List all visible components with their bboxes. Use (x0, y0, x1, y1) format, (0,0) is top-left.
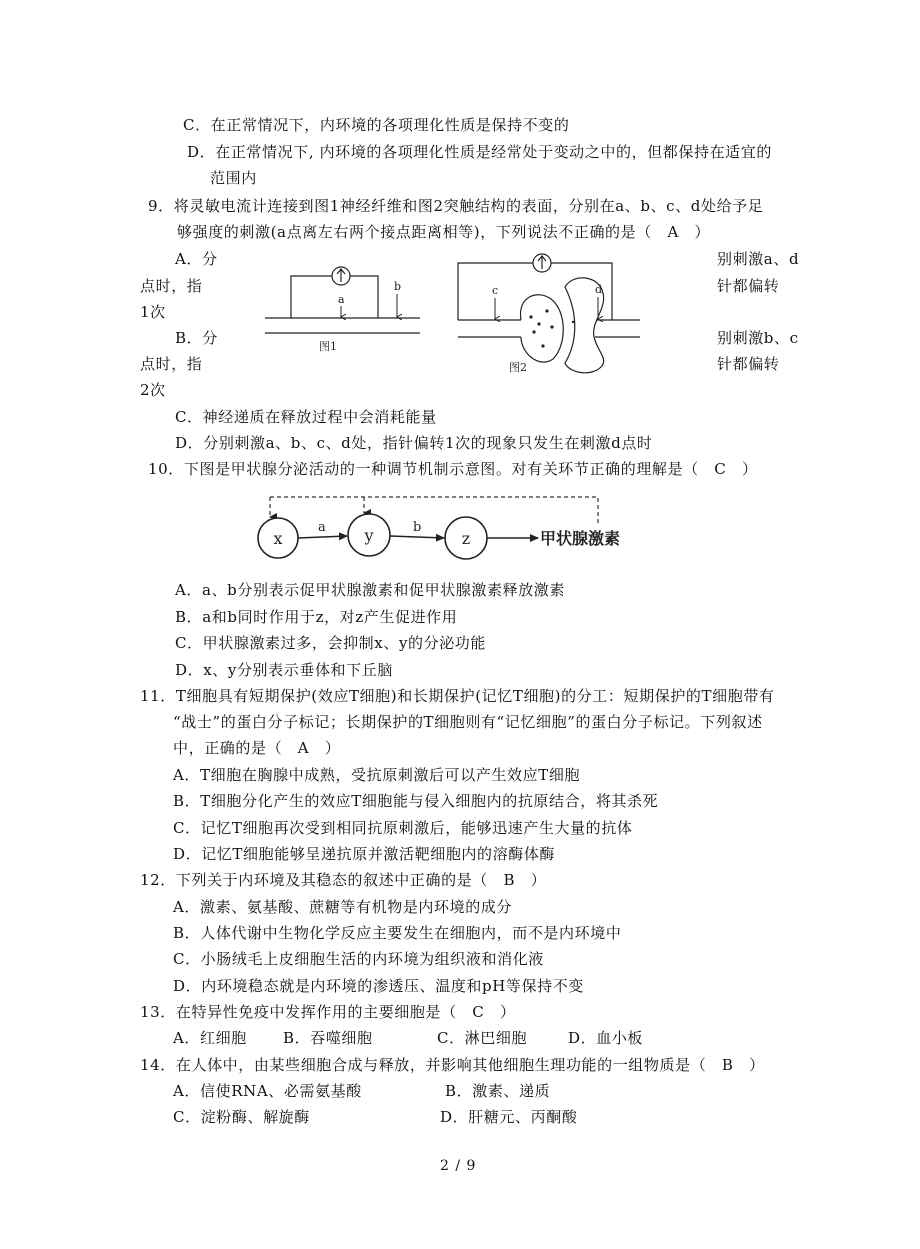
q11-option-a: A．T细胞在胸腺中成熟，受抗原刺激后可以产生效应T细胞 (173, 766, 581, 784)
point-b-label: b (394, 280, 402, 293)
arrow-a-label: a (318, 520, 326, 535)
q13-option-b: B．吞噬细胞 (283, 1029, 373, 1047)
q10-regulation-diagram (250, 488, 640, 568)
q11-option-c: C．记忆T细胞再次受到相同抗原刺激后，能够迅速产生大量的抗体 (173, 819, 633, 837)
q14-option-b: B．激素、递质 (445, 1082, 551, 1100)
q11-option-b: B．T细胞分化产生的效应T细胞能与侵入细胞内的抗原结合，将其杀死 (173, 792, 659, 810)
q9-option-b-part: 别刺激b、c (717, 329, 799, 347)
point-d-label: d (595, 283, 603, 296)
q14-option-c: C．淀粉酶、解旋酶 (173, 1108, 310, 1126)
q10-option-a: A．a、b分别表示促甲状腺激素和促甲状腺激素释放激素 (175, 581, 565, 599)
point-a-label: a (338, 293, 345, 306)
q9-option-a-part: 针都偏转 (717, 277, 780, 295)
q14-option-d: D．肝糖元、丙酮酸 (440, 1108, 578, 1126)
wire-right (350, 276, 378, 318)
arrow-b-label: b (413, 520, 422, 535)
q10-option-c: C．甲状腺激素过多，会抑制x、y的分泌功能 (175, 634, 487, 652)
q10-option-d: D．x、y分别表示垂体和下丘脑 (175, 661, 393, 679)
point-c-label: c (492, 284, 499, 297)
q12-stem: 12．下列关于内环境及其稳态的叙述中正确的是（ B ） (140, 871, 547, 889)
figure-1-label: 图1 (319, 340, 337, 353)
q8-option-c: C．在正常情况下，内环境的各项理化性质是保持不变的 (183, 116, 570, 134)
q12-option-c: C．小肠绒毛上皮细胞生活的内环境为组织液和消化液 (173, 950, 544, 968)
figure-2-synapse (458, 254, 640, 374)
figure-2-label: 图2 (509, 361, 527, 374)
q9-option-d: D．分别刺激a、b、c、d处，指针偏转1次的现象只发生在刺激d点时 (175, 434, 653, 452)
q12-option-a: A．激素、氨基酸、蔗糖等有机物是内环境的成分 (173, 898, 513, 916)
q13-option-c: C．淋巴细胞 (437, 1029, 528, 1047)
q11-stem: 11．T细胞具有短期保护(效应T细胞)和长期保护(记忆T细胞)的分工：短期保护的T细胞带有 (140, 687, 775, 705)
q9-option-a-part: 1次 (140, 303, 166, 321)
q11-stem-cont: “战士”的蛋白分子标记；长期保护的T细胞则有“记忆细胞”的蛋白分子标记。下列叙述 (173, 713, 763, 731)
q8-option-d: D．在正常情况下, 内环境的各项理化性质是经常处于变动之中的，但都保持在适宜的 (187, 143, 772, 161)
q9-option-b-part: B．分 (175, 329, 218, 347)
node-y-label: y (364, 526, 374, 545)
q9-figures (255, 245, 655, 380)
node-x-label: x (273, 529, 283, 548)
q14-option-a: A．信使RNA、必需氨基酸 (173, 1082, 362, 1100)
q11-option-d: D．记忆T细胞能够呈递抗原并激活靶细胞内的溶酶体酶 (173, 845, 556, 863)
q9-option-a-part: A．分 (175, 250, 218, 268)
presynaptic-knob (520, 295, 563, 362)
q11-stem-cont2: 中，正确的是（ A ） (173, 739, 341, 757)
q12-option-b: B．人体代谢中生物化学反应主要发生在细胞内，而不是内环境中 (173, 924, 622, 942)
q9-option-a-part: 点时，指 (140, 277, 203, 295)
q8-option-d-cont: 范围内 (210, 169, 257, 187)
q14-stem: 14．在人体中，由某些细胞合成与释放，并影响其他细胞生理功能的一组物质是（ B ） (140, 1056, 765, 1074)
q12-option-d: D．内环境稳态就是内环境的渗透压、温度和pH等保持不变 (173, 977, 584, 995)
q9-option-b-part: 2次 (140, 381, 166, 399)
q9-stem: 9．将灵敏电流计连接到图1神经纤维和图2突触结构的表面，分别在a、b、c、d处给予足 (148, 197, 764, 215)
page-number: 2 / 9 (440, 1158, 477, 1174)
q9-stem-cont: 够强度的刺激(a点离左右两个接点距离相等)，下列说法不正确的是（ A ） (177, 223, 711, 241)
q13-option-d: D．血小板 (568, 1029, 644, 1047)
figure-1-nerve-fiber (265, 267, 420, 353)
q10-option-b: B．a和b同时作用于z，对z产生促进作用 (175, 608, 458, 626)
galvanometer-icon (332, 267, 350, 285)
q13-stem: 13．在特异性免疫中发挥作用的主要细胞是（ C ） (140, 1003, 516, 1021)
node-z-label: z (461, 529, 471, 548)
arrow-a (298, 536, 347, 538)
q10-stem: 10．下图是甲状腺分泌活动的一种调节机制示意图。对有关环节正确的理解是（ C ） (148, 460, 758, 478)
wire-left (291, 276, 332, 318)
galvanometer-icon (533, 254, 551, 272)
q9-option-b-part: 点时，指 (140, 355, 203, 373)
q13-option-a: A．红细胞 (173, 1029, 247, 1047)
q9-option-b-part: 针都偏转 (717, 355, 780, 373)
q9-option-c: C．神经递质在释放过程中会消耗能量 (175, 408, 437, 426)
output-hormone-label: 甲状腺激素 (540, 529, 621, 548)
q9-option-a-part: 别刺激a、d (717, 250, 800, 268)
arrow-b (390, 536, 444, 538)
